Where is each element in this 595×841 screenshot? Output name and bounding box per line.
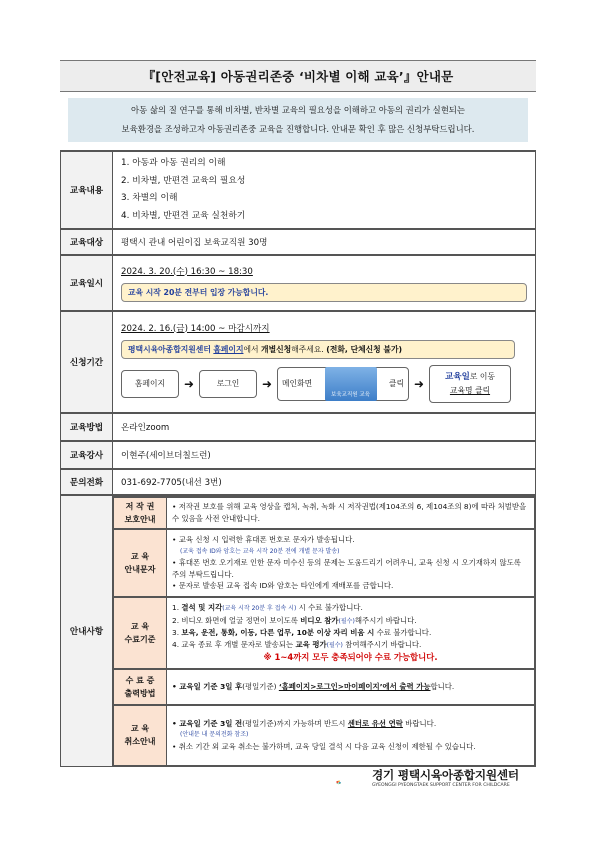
row-notice [61, 495, 536, 766]
book-icon [325, 367, 377, 401]
notice-value [113, 495, 536, 766]
criteria-warning: ※ 1~4까지 모두 충족되어야 수료 가능합니다. [263, 652, 438, 663]
cancel-a: • 교육일 기준 3일 전 [172, 718, 243, 728]
criteria-1-rest: 시 수료 불가합니다. [298, 603, 363, 613]
cancel-label-1: 교 육 [130, 724, 150, 734]
criteria-3-c: 수료 불가합니다. [376, 628, 432, 638]
cancel-c: 센터로 유선 연락 [347, 718, 403, 728]
cancel-b: (평일기준)까지 가능하며 반드시 [242, 718, 346, 728]
criteria-3-a: 3. [172, 628, 180, 638]
notice-table [113, 496, 535, 766]
info-table [60, 150, 536, 767]
apply-note-individual: 개별신청 [261, 344, 292, 354]
phone-label: 문의전화 [61, 469, 113, 495]
notice-copyright-row [114, 497, 535, 529]
document-title-text: 『[안전교육] 아동권리존중 ‘비차별 이해 교육’』안내문 [142, 69, 454, 84]
step-click-label: 클릭 [388, 379, 404, 388]
criteria-text [167, 597, 535, 669]
intro-box [68, 98, 528, 142]
certificate-d: 합니다. [430, 682, 455, 692]
notice-sms-row [114, 529, 535, 597]
sms-label-1: 교 육 [130, 552, 150, 561]
content-item-1: 1. 아동과 아동 권리의 이해 [121, 158, 226, 168]
method-label: 교육방법 [61, 413, 113, 441]
cancel-bullet-1 [172, 718, 529, 730]
criteria-1-bold: 결석 및 지각 [181, 603, 223, 613]
apply-note-text-1: 에서 [243, 344, 259, 354]
arrow-icon: ➜ [413, 376, 425, 391]
criteria-4-a: 4. 교육 종료 후 개별 문자로 발송되는 [172, 639, 294, 649]
copyright-label-1: 저 작 권 [125, 502, 155, 511]
sms-bullet-1: • 교육 신청 시 입력한 휴대폰 번호로 문자가 발송됩니다. [172, 535, 355, 545]
notice-criteria-row [114, 597, 535, 669]
step-edu-name-click: 교육명 클릭 [449, 385, 491, 395]
step-main-screen [277, 367, 409, 401]
cancel-d: 바랍니다. [405, 718, 437, 728]
schedule-date: 2024. 3. 20.(수) 16:30 ~ 18:30 [121, 266, 253, 277]
teacher-value: 이현주(세이브더칠드런) [113, 441, 536, 469]
certificate-b: (평일기준) [242, 682, 277, 692]
notice-label: 안내사항 [61, 495, 113, 766]
criteria-2-small: (필수) [338, 617, 355, 625]
row-schedule [61, 255, 536, 311]
criteria-2-bold: 비디오 참가 [300, 615, 339, 625]
content-item-4: 4. 비차별, 반편견 교육 실천하기 [121, 210, 246, 221]
step-homepage: 홈페이지 [121, 370, 179, 398]
phone-value: 031-692-7705(내선 3번) [113, 469, 536, 495]
schedule-value [113, 255, 536, 311]
sms-bullet-2: • 휴대폰 번호 오기재로 인한 문자 미수신 등의 문제는 도움드리기 어려우니, 교육 신청 시 오기재하지 않도록 주의 부탁드립니다. [172, 558, 521, 579]
step-main-screen-label: 메인화면 [282, 379, 313, 388]
row-phone [61, 469, 536, 495]
sms-label [114, 529, 167, 597]
target-label: 교육대상 [61, 229, 113, 255]
center-logo-icon [336, 766, 368, 798]
sms-text [167, 529, 535, 597]
apply-period: 2024. 2. 16.(금) 14:00 ~ 마감시까지 [121, 323, 270, 334]
criteria-2-a: 2. 비디오 화면에 얼굴 정면이 보이도록 [172, 615, 298, 625]
criteria-4-bold: 교육 평가 [295, 639, 327, 649]
center-name-en: GYEONGGI PYEONGTAEK SUPPORT CENTER FOR CHILDCARE [372, 783, 510, 788]
apply-note-restriction: (전화, 단체신청 불가) [326, 344, 403, 354]
arrow-icon: ➜ [261, 376, 273, 391]
notice-cancel-row [114, 705, 535, 765]
criteria-label [114, 597, 167, 669]
content-value [113, 151, 536, 229]
schedule-label: 교육일시 [61, 255, 113, 311]
criteria-1-num: 1. [172, 603, 180, 613]
certificate-label-1: 수 료 증 [125, 676, 155, 685]
step-edu-day [429, 365, 511, 403]
center-name: 경기 평택시육아종합지원센터 [372, 768, 519, 782]
cancel-label-2: 취소안내 [124, 737, 156, 747]
criteria-1-small: (교육 시작 20분 후 접속 시) [222, 605, 297, 613]
arrow-icon: ➜ [183, 376, 195, 391]
intro-line-2: 보육환경을 조성하고자 아동권리존중 교육을 진행합니다. 안내문 확인 후 많은 신청부탁드립니다. [121, 124, 475, 134]
apply-label: 신청기간 [61, 311, 113, 413]
criteria-2 [172, 615, 529, 628]
method-value: 온라인zoom [113, 413, 536, 441]
criteria-4-d: 참여해주시기 바랍니다. [345, 639, 422, 649]
certificate-label [114, 669, 167, 705]
content-label: 교육내용 [61, 151, 113, 229]
document-title [60, 60, 536, 92]
apply-note-text-2: 해주세요. [291, 344, 324, 354]
step-login: 로그인 [199, 370, 257, 398]
sms-label-2: 안내문자 [124, 565, 156, 574]
copyright-text: • 저작권 보호를 위해 교육 영상을 캡처, 녹취, 녹화 시 저작권법(제104조의 6, 제104조의 8)에 따라 처벌받을 수 있음을 사전 안내합니다. [167, 497, 535, 529]
apply-note [121, 340, 515, 359]
target-value: 평택시 관내 어린이집 보육교직원 30명 [113, 229, 536, 255]
teacher-label: 교육강사 [61, 441, 113, 469]
cancel-label [114, 705, 167, 765]
criteria-4-small: (필수) [326, 641, 343, 649]
apply-flow [121, 365, 527, 403]
content-item-3: 3. 차별의 이해 [121, 193, 178, 203]
criteria-1 [172, 602, 529, 615]
book-icon-label: 보육교직원 교육 [331, 391, 370, 398]
cancel-small: (안내문 내 문의전화 참조) [180, 731, 249, 739]
row-content [61, 151, 536, 229]
criteria-3 [172, 627, 529, 639]
certificate-label-2: 출력방법 [124, 689, 156, 698]
copyright-label-2: 보호안내 [124, 515, 156, 524]
sms-bullet-1-small: (교육 접속 ID와 암호는 교육 시작 20분 전에 개별 문자 발송) [180, 547, 340, 555]
content-item-2: 2. 비차별, 반편견 교육의 필요성 [121, 175, 246, 186]
sms-bullet-3: • 문자로 발송된 교육 접속 ID와 암호는 타인에게 재배포를 금합니다. [172, 581, 394, 591]
criteria-3-bold: 보육, 운전, 통화, 이동, 다른 업무, 10분 이상 자리 비움 시 [181, 628, 375, 638]
schedule-note: 교육 시작 20분 전부터 입장 가능합니다. [121, 283, 527, 302]
criteria-label-1: 교 육 [130, 622, 150, 631]
step-edu-day-bold: 교육일 [445, 371, 470, 382]
row-apply [61, 311, 536, 413]
criteria-2-d: 해주시기 바랍니다. [354, 615, 417, 625]
certificate-a: • 교육일 기준 3일 후 [172, 682, 243, 692]
notice-certificate-row [114, 669, 535, 705]
apply-value [113, 311, 536, 413]
apply-note-homepage: 홈페이지 [213, 344, 244, 354]
cancel-text [167, 705, 535, 765]
certificate-c: ‘홈페이지>로그인>마이페이지’에서 출력 가능 [278, 682, 431, 692]
row-method [61, 413, 536, 441]
intro-line-1: 아동 삶의 질 연구를 통해 비차별, 반차별 교육의 필요성을 이해하고 아동의 권리가 실현되는 [131, 105, 465, 115]
cancel-bullet-2: • 취소 기간 외 교육 취소는 불가하며, 교육 당일 결석 시 다음 교육 신청이 제한될 수 있습니다. [172, 742, 476, 752]
copyright-label [114, 497, 167, 529]
certificate-text [167, 669, 535, 705]
apply-note-center: 평택시육아종합지원센터 [128, 344, 211, 354]
step-edu-day-move: 로 이동 [469, 371, 495, 381]
criteria-label-2: 수료기준 [124, 635, 156, 644]
row-teacher [61, 441, 536, 469]
criteria-4 [172, 639, 529, 652]
row-target [61, 229, 536, 255]
